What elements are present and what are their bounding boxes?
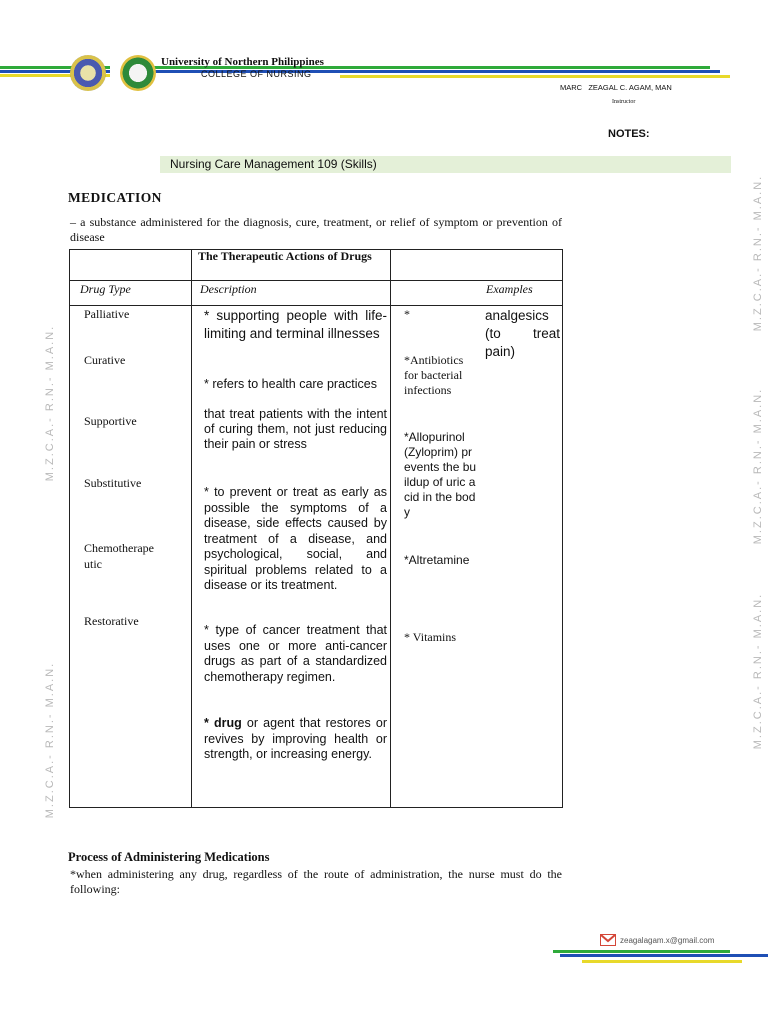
university-seal-logo: [70, 55, 106, 91]
gmail-icon: [600, 934, 616, 946]
instructor-name: MARC ZEAGAL C. AGAM, MAN: [560, 83, 672, 92]
example-restorative: * Vitamins: [404, 630, 457, 644]
watermark-right-3: M.Z.C.A.- R.N.- M.A.N.: [752, 592, 765, 750]
example-supportive: *Allopurinol (Zyloprim) prevents the buildup of uric acid in the body: [404, 430, 477, 519]
header-stripe-yellow: [340, 75, 730, 78]
title-cell-border-left: [191, 249, 192, 281]
footer-stripe-green: [553, 950, 730, 953]
table-header-divider: [69, 305, 563, 306]
watermark-left-top: M.Z.C.A.- R.N.- M.A.N.: [44, 324, 57, 482]
footer-stripe-blue: [560, 954, 768, 957]
example-substitutive: *Altretamine: [404, 553, 470, 567]
university-name: University of Northern Philippines: [161, 56, 324, 68]
description-restorative: [204, 716, 387, 763]
college-name: COLLEGE OF NURSING: [201, 69, 312, 79]
col-header-description: Description: [200, 282, 257, 296]
course-title: Nursing Care Management 109 (Skills): [170, 157, 377, 171]
instructor-role: Instructor: [612, 99, 636, 105]
drug-type-palliative: Palliative: [84, 307, 130, 321]
drug-type-chemotherapeutic: Chemotherapeutic: [84, 541, 154, 571]
description-chemotherapeutic: * type of cancer treatment that uses one or more anti-cancer drugs as part of a standardized chemotherapy regimen.: [204, 623, 387, 684]
footer-stripe-yellow: [582, 960, 742, 963]
table-title-divider: [69, 280, 563, 281]
footer-email[interactable]: zeagalagam.x@gmail.com: [620, 936, 715, 945]
description-restorative-text: or agent that restores or revives by improving health or strength, or increasing energy.: [204, 716, 387, 761]
col-header-examples: Examples: [486, 282, 533, 296]
col-header-drug-type: Drug Type: [80, 282, 131, 296]
notes-label: NOTES:: [608, 128, 650, 140]
watermark-left-bottom: M.Z.C.A.- R.N.- M.A.N.: [44, 661, 57, 819]
drug-type-restorative: Restorative: [84, 614, 139, 628]
drug-type-supportive: Supportive: [84, 414, 137, 428]
table-title: The Therapeutic Actions of Drugs: [198, 249, 372, 263]
description-restorative-bold: * drug: [204, 716, 242, 730]
description-curative: that treat patients with the intent of curing them, not just reducing their pain or stress: [204, 407, 387, 451]
table-col-divider-2: [390, 281, 391, 808]
section-title: MEDICATION: [68, 190, 162, 205]
drug-type-substitutive: Substitutive: [84, 476, 142, 490]
description-curative-prefix: * refers to health care practices: [204, 377, 377, 391]
process-text: *when administering any drug, regardless of the route of administration, the nurse must do the following:: [70, 867, 562, 896]
example-palliative: analgesics (to treat pain): [485, 308, 560, 359]
example-palliative-star: *: [404, 307, 410, 321]
process-title: Process of Administering Medications: [68, 850, 270, 864]
watermark-right-2: M.Z.C.A.- R.N.- M.A.N.: [752, 387, 765, 545]
description-supportive: * to prevent or treat as early as possible the symptoms of a disease, side effects caused by treatment of a disease, and psychological, social, and spiritual problems related to a disease or its treatment.: [204, 485, 387, 592]
section-definition: – a substance administered for the diagnosis, cure, treatment, or relief of symptom or prevention of disease: [70, 215, 562, 244]
college-seal-logo: [120, 55, 156, 91]
description-palliative: * supporting people with life-limiting and terminal illnesses: [204, 308, 387, 341]
watermark-right-1: M.Z.C.A.- R.N.- M.A.N.: [752, 174, 765, 332]
title-cell-border-right: [390, 249, 391, 281]
drug-type-curative: Curative: [84, 353, 126, 367]
table-col-divider-1: [191, 281, 192, 808]
example-curative: *Antibiotics for bacterial infections: [404, 353, 464, 397]
